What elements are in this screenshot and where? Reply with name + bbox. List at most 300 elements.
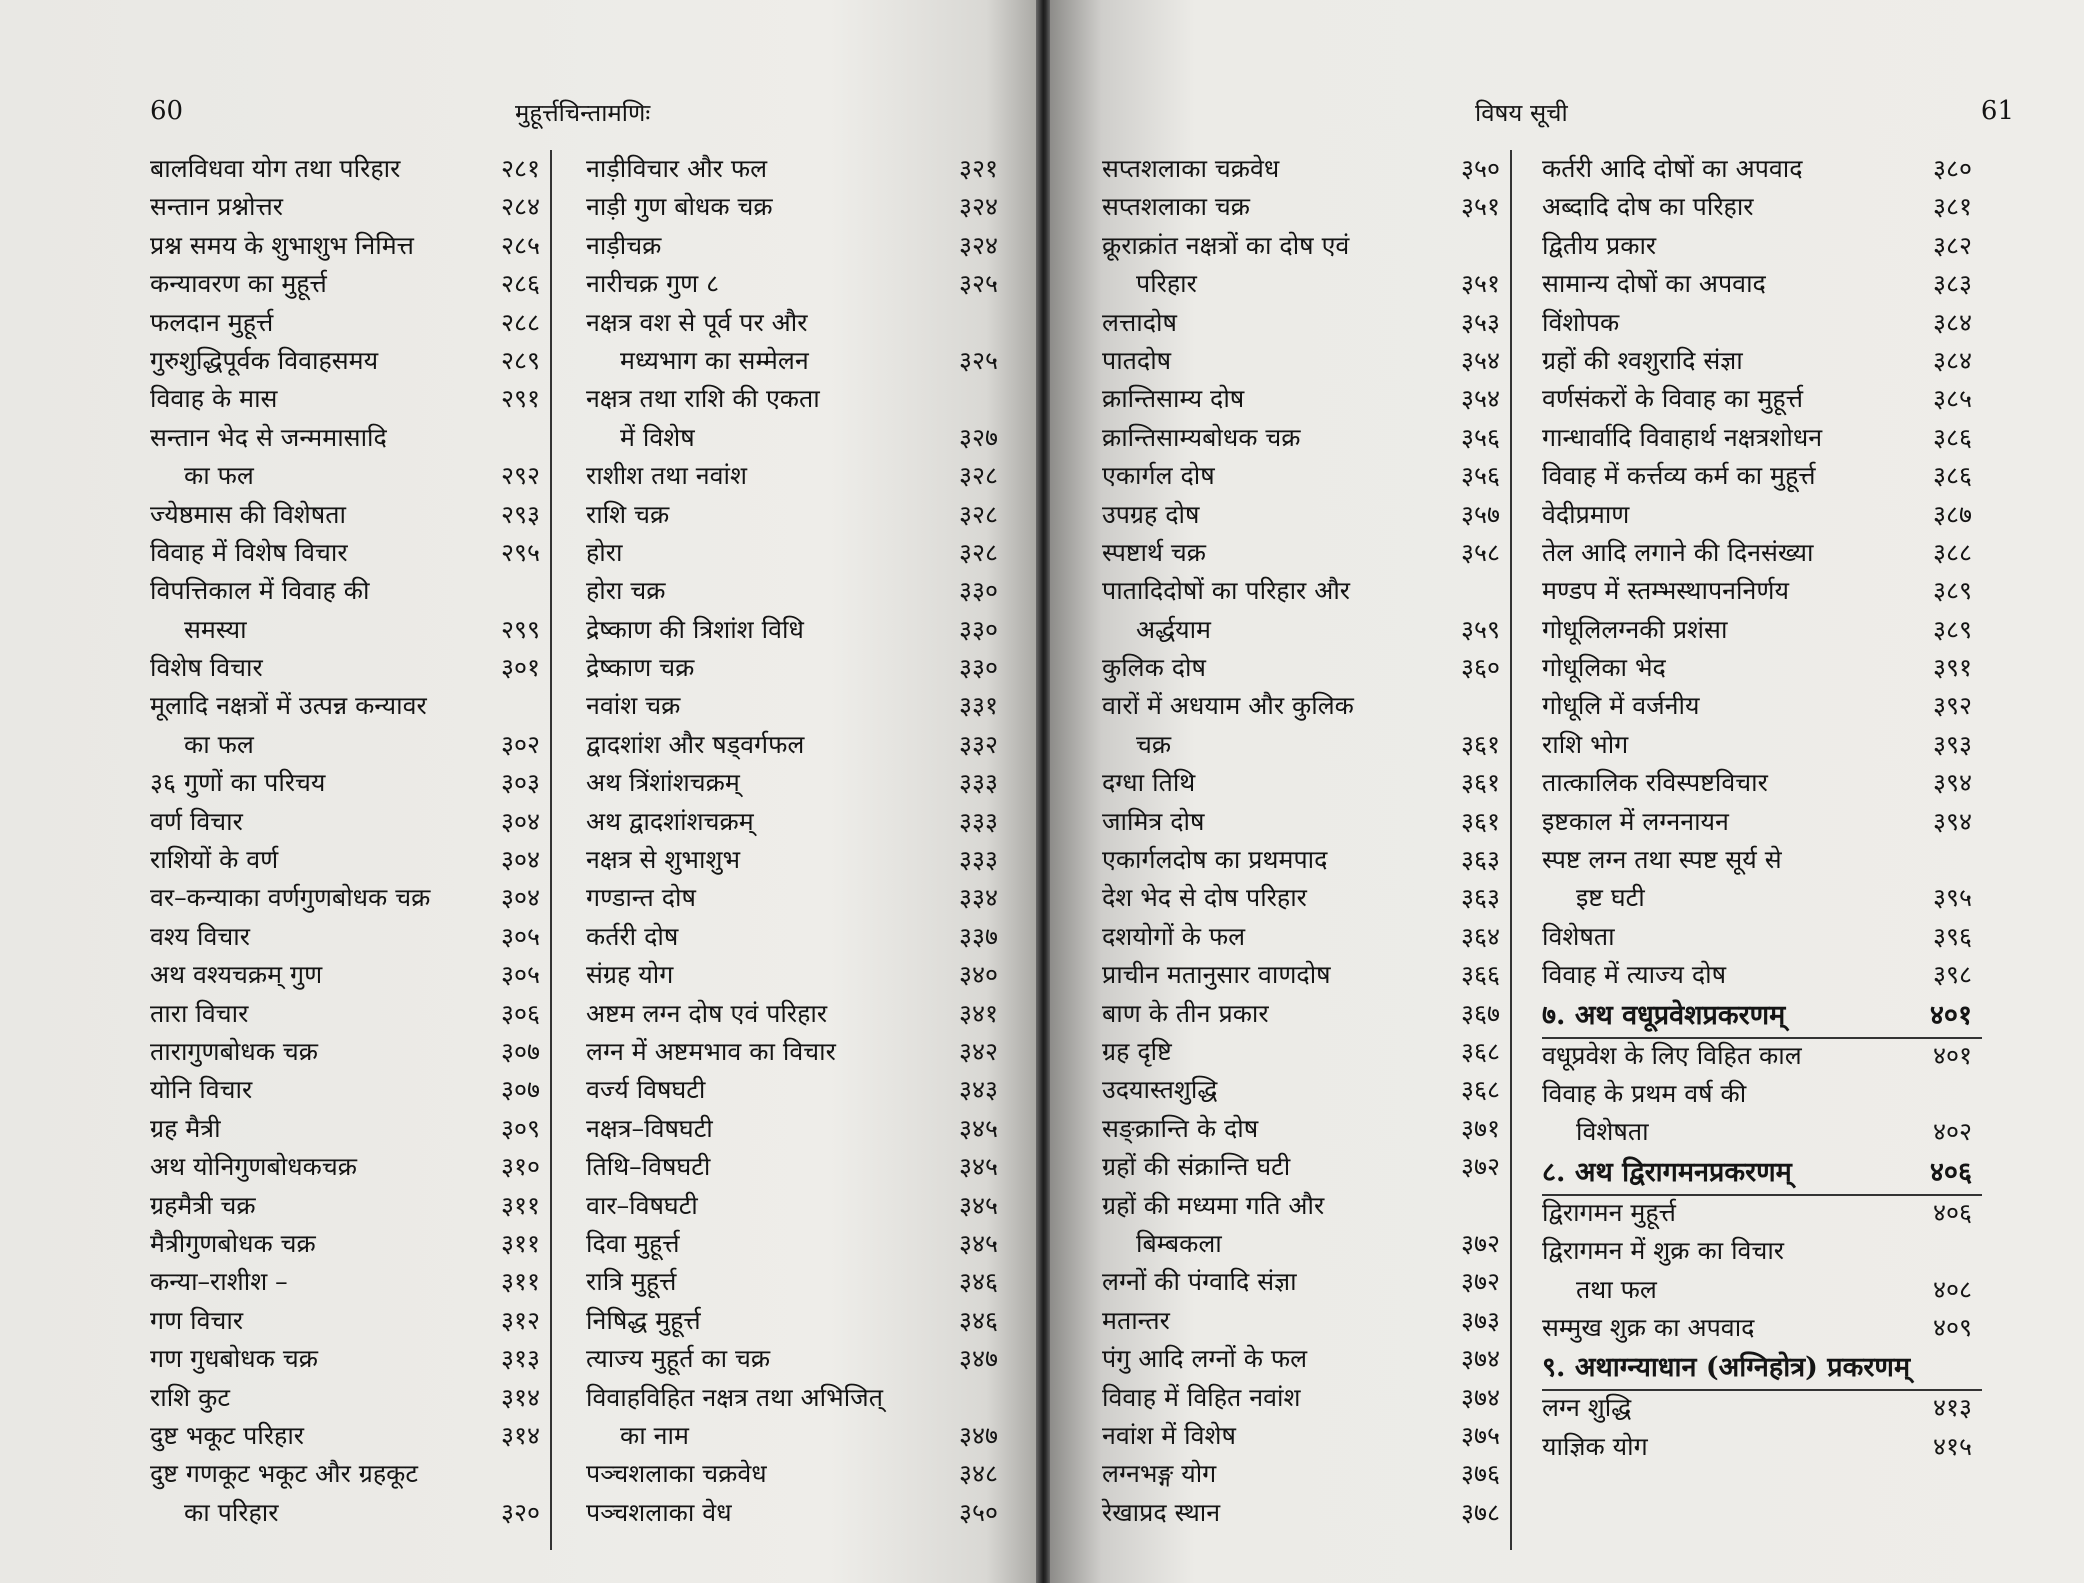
toc-entry-title: दिवा मुहूर्त्त [586,1228,680,1258]
toc-entry-page: ३४५ [958,1152,998,1182]
toc-entry-page: ३०९ [500,1113,540,1143]
toc-entry [1102,1263,1510,1301]
toc-entry [1542,265,1982,303]
toc-entry [1542,764,1982,802]
toc-entry-page: ३६४ [1460,921,1500,951]
toc-entry [150,342,550,380]
toc-entry-page: ३६८ [1460,1075,1500,1105]
toc-entry-page: ३५९ [1460,614,1500,644]
toc-entry-page: ३३७ [958,921,998,951]
toc-entry-title: विवाह में कर्त्तव्य कर्म का मुहूर्त्त [1542,461,1816,491]
toc-entry-title: सन्तान प्रश्नोत्तर [150,192,284,222]
toc-entry-page: ३३३ [958,768,998,798]
toc-entry-title: बिम्बकला [1136,1228,1222,1258]
toc-entry [150,1071,550,1109]
toc-entry-page: ३९३ [1932,729,1972,759]
toc-entry-page: २९३ [500,499,540,529]
toc-entry [1102,956,1510,994]
toc-entry [586,611,1008,649]
toc-entry-page: २८६ [500,269,540,299]
toc-entry [586,304,1008,342]
toc-entry [586,956,1008,994]
toc-entry-title: विपत्तिकाल में विवाह की [150,576,370,606]
toc-entry-title: द्रेष्काण की त्रिशांश विधि [586,614,804,644]
toc-entry-page: ३६० [1460,653,1500,683]
toc-entry-title: का नाम [620,1420,689,1450]
toc-entry [586,1110,1008,1148]
toc-entry-title: ग्रह मैत्री [150,1113,221,1143]
toc-entry [586,342,1008,380]
toc-entry-page: ३३० [958,576,998,606]
toc-entry-page: ३५४ [1460,345,1500,375]
toc-entry-page: ३७६ [1460,1459,1500,1489]
toc-entry-page: ३९५ [1932,883,1972,913]
toc-entry-page: ३३३ [958,806,998,836]
toc-entry [150,457,550,495]
toc-entry-title: द्वितीय प्रकार [1542,230,1657,260]
toc-entry-title: उपग्रह दोष [1102,499,1200,529]
toc-entry [1542,572,1982,610]
toc-entry [586,726,1008,764]
toc-entry-title: मूलादि नक्षत्रों में उत्पन्न कन्यावर [150,691,427,721]
toc-entry [1102,1455,1510,1493]
toc-entry-title: लत्तादोष [1102,307,1177,337]
toc-entry-page: ३०२ [500,729,540,759]
toc-entry-page: ३११ [500,1190,540,1220]
toc-entry [1102,879,1510,917]
toc-column [1542,150,1982,1466]
toc-entry-title: पंगु आदि लग्नों के फल [1102,1344,1308,1374]
toc-entry [586,841,1008,879]
toc-entry [586,419,1008,457]
toc-entry-title: का फल [184,729,254,759]
toc-entry [1542,496,1982,534]
toc-entry [586,649,1008,687]
toc-entry-title: ग्रहमैत्री चक्र [150,1190,256,1220]
toc-entry-page: ३९२ [1932,691,1972,721]
toc-entry-page: ३८७ [1932,499,1972,529]
toc-entry-page: ३२५ [958,345,998,375]
toc-entry [1102,918,1510,956]
toc-entry-page: ३१२ [500,1305,540,1335]
toc-entry-title: कुलिक दोष [1102,653,1206,683]
toc-entry [586,918,1008,956]
toc-entry [1542,1271,1982,1309]
toc-entry-page: ३३० [958,653,998,683]
toc-section-heading [1542,1152,1982,1194]
toc-entry-title: पञ्चशलाका वेध [586,1497,732,1527]
toc-entry-title: विवाह के मास [150,384,278,414]
toc-entry-title: रात्रि मुहूर्त्त [586,1267,677,1297]
toc-entry [150,764,550,802]
toc-entry-title: राशि कुट [150,1382,230,1412]
toc-entry-title: इष्टकाल में लग्ननायन [1542,806,1729,836]
toc-entry-page: ३६३ [1460,845,1500,875]
toc-entry-page: ३७२ [1460,1152,1500,1182]
toc-entry [150,419,550,457]
toc-entry-page: ३३२ [958,729,998,759]
toc-entry [1102,1110,1510,1148]
toc-entry-title: नवांश में विशेष [1102,1420,1236,1450]
toc-entry-title: का फल [184,461,254,491]
toc-entry-title: उदयास्तशुद्धि [1102,1075,1218,1105]
toc-entry [1542,611,1982,649]
toc-entry-title: वेदीप्रमाण [1542,499,1630,529]
toc-entry-title: नाड़ीविचार और फल [586,154,768,183]
toc-entry [586,227,1008,265]
toc-entry-page: ३७४ [1460,1382,1500,1412]
toc-entry-title: विशेषता [1542,921,1615,951]
toc-entry-title: राशीश तथा नवांश [586,461,748,491]
toc-entry [586,534,1008,572]
toc-entry-title: ९. अथाग्न्याधान (अग्निहोत्र) प्रकरणम् [1542,1352,1911,1384]
toc-entry [586,496,1008,534]
toc-entry-title: दग्धा तिथि [1102,768,1196,798]
toc-entry [1102,1148,1510,1186]
toc-entry [586,1071,1008,1109]
toc-entry-page: ३०४ [500,806,540,836]
toc-entry [586,1455,1008,1493]
toc-entry-page: ३१४ [500,1382,540,1412]
toc-entry-title: लग्न शुद्धि [1542,1393,1632,1423]
toc-entry-title: वर्णसंकरों के विवाह का मुहूर्त्त [1542,384,1803,414]
toc-entry-page: ३२७ [958,422,998,452]
toc-entry [1542,380,1982,418]
page-number: 60 [150,96,184,126]
toc-entry [1102,1302,1510,1340]
toc-entry [1542,304,1982,342]
toc-entry-title: अर्द्धयाम [1136,614,1212,644]
toc-entry-title: तारागुणबोधक चक्र [150,1036,318,1066]
toc-entry-page: ३५७ [1460,499,1500,529]
toc-entry [586,1379,1008,1417]
toc-entry [586,572,1008,610]
toc-entry-title: तिथि–विषघटी [586,1152,711,1182]
toc-entry-title: द्रेष्काण चक्र [586,653,695,683]
toc-entry [1542,803,1982,841]
toc-entry-page: ३८८ [1932,537,1972,567]
toc-entry [586,1494,1008,1532]
toc-entry [1102,995,1510,1033]
right-page [1050,0,2084,1583]
toc-entry-page: ३२८ [958,499,998,529]
toc-entry [1542,1428,1982,1466]
toc-entry [586,380,1008,418]
toc-entry-title: तथा फल [1576,1274,1657,1304]
toc-entry-page: ३५३ [1460,307,1500,337]
toc-entry-page: ३६१ [1460,729,1500,759]
toc-entry-title: योनि विचार [150,1075,253,1105]
toc-entry-title: अष्टम लग्न दोष एवं परिहार [586,998,828,1028]
toc-entry [150,1417,550,1455]
toc-entry-page: २८४ [500,192,540,222]
toc-entry [586,687,1008,725]
toc-entry-page: ३४८ [958,1459,998,1489]
toc-entry-page: ४१५ [1932,1431,1972,1461]
toc-entry-page: ३८२ [1932,230,1972,260]
toc-entry [150,1302,550,1340]
toc-entry [1102,380,1510,418]
toc-entry-title: गुरुशुद्धिपूर्वक विवाहसमय [150,345,379,375]
toc-entry [586,879,1008,917]
left-page [0,0,1038,1583]
toc-entry-page: २८९ [500,345,540,375]
toc-entry [1102,1494,1510,1532]
toc-entry-title: गोधूलिका भेद [1542,653,1666,683]
toc-entry-page: ३७२ [1460,1228,1500,1258]
toc-entry-title: ७. अथ वधूप्रवेशप्रकरणम् [1542,999,1786,1031]
toc-entry [586,1417,1008,1455]
toc-entry [150,649,550,687]
toc-entry [586,995,1008,1033]
toc-entry [1102,572,1510,610]
toc-entry [586,150,1008,188]
toc-entry-page: ३४१ [958,998,998,1028]
toc-entry-page: ३४७ [958,1420,998,1450]
toc-entry-title: रेखाप्रद स्थान [1102,1497,1221,1527]
toc-entry-title: नक्षत्र वश से पूर्व पर और [586,307,808,337]
toc-entry [150,726,550,764]
toc-entry-title: नाड़ी गुण बोधक चक्र [586,192,773,222]
toc-entry-page: ३४७ [958,1344,998,1374]
toc-entry-title: गण्डान्त दोष [586,883,696,913]
toc-entry-title: देश भेद से दोष परिहार [1102,883,1307,913]
toc-entry [150,1110,550,1148]
toc-entry-page: २८८ [500,307,540,337]
toc-entry [1102,764,1510,802]
toc-entry-page: ३२१ [958,154,998,183]
toc-entry-page: ३२० [500,1497,540,1527]
toc-entry-page: ३८१ [1932,192,1972,222]
toc-entry-title: नक्षत्र–विषघटी [586,1113,713,1143]
toc-entry-page: ३६१ [1460,768,1500,798]
toc-entry-title: पातादिदोषों का परिहार और [1102,576,1351,606]
toc-entry [1542,342,1982,380]
toc-entry [150,150,550,188]
toc-entry-title: मैत्रीगुणबोधक चक्र [150,1228,316,1258]
toc-entry [586,188,1008,226]
toc-entry-title: गान्धार्वादि विवाहार्थ नक्षत्रशोधन [1542,422,1823,452]
toc-entry-page: २८१ [500,154,540,183]
toc-entry-page: ३५० [1460,154,1500,183]
toc-entry-title: निषिद्ध मुहूर्त्त [586,1305,701,1335]
toc-entry-title: वारों में अधयाम और कुलिक [1102,691,1354,721]
toc-entry-title: अथ त्रिंशांशचक्रम् [586,768,740,798]
toc-entry-page: ३७२ [1460,1267,1500,1297]
toc-entry-title: क्रूराक्रांत नक्षत्रों का दोष एवं [1102,230,1350,260]
toc-entry [586,1263,1008,1301]
toc-entry-page: ३९१ [1932,653,1972,683]
toc-entry-title: नारीचक्र गुण ८ [586,269,720,299]
toc-entry-page: ३५१ [1460,269,1500,299]
toc-entry-title: त्याज्य मुहूर्त का चक्र [586,1344,771,1374]
toc-entry [1102,150,1510,188]
toc-entry-title: कन्या–राशीश – [150,1267,288,1297]
toc-entry [586,1033,1008,1071]
toc-entry-title: प्रश्न समय के शुभाशुभ निमित्त [150,230,414,260]
toc-entry-title: ग्रह दृष्टि [1102,1036,1172,1066]
toc-entry-title: सम्मुख शुक्र का अपवाद [1542,1312,1755,1342]
toc-entry-title: नक्षत्र तथा राशि की एकता [586,384,820,414]
toc-entry-title: विशेष विचार [150,653,263,683]
toc-entry [150,1033,550,1071]
toc-entry [150,1494,550,1532]
toc-entry-page: ३७८ [1460,1497,1500,1527]
toc-entry-page: ३४२ [958,1036,998,1066]
toc-entry-title: लग्नभङ्ग योग [1102,1459,1217,1489]
toc-entry-title: दुष्ट गणकूट भकूट और ग्रहकूट [150,1459,418,1489]
toc-entry [150,380,550,418]
toc-entry-page: ३१० [500,1152,540,1182]
toc-column [1102,150,1512,1550]
toc-entry [150,995,550,1033]
toc-entry-title: जामित्र दोष [1102,806,1205,836]
toc-entry-title: गण गुधबोधक चक्र [150,1344,318,1374]
toc-entry-page: ३९४ [1932,768,1972,798]
toc-entry [150,265,550,303]
toc-entry [586,1187,1008,1225]
toc-entry [150,879,550,917]
toc-entry-page: २९२ [500,461,540,491]
toc-entry [1542,1113,1982,1151]
toc-entry [1102,1071,1510,1109]
toc-entry-title: सङ्क्रान्ति के दोष [1102,1113,1259,1143]
toc-entry-title: बालविधवा योग तथा परिहार [150,154,401,183]
toc-entry-title: ८. अथ द्विरागमनप्रकरणम् [1542,1156,1792,1188]
toc-entry [1102,227,1510,265]
toc-entry [150,572,550,610]
toc-entry-title: ३६ गुणों का परिचय [150,768,326,798]
toc-entry-page: ३७५ [1460,1420,1500,1450]
toc-entry-title: अथ वश्यचक्रम् गुण [150,960,323,990]
toc-entry-title: क्रान्तिसाम्यबोधक चक्र [1102,422,1301,452]
toc-entry [150,687,550,725]
toc-entry-title: परिहार [1136,269,1197,299]
toc-entry [150,304,550,342]
toc-entry [150,918,550,956]
toc-entry [586,457,1008,495]
toc-entry-page: ३८६ [1932,461,1972,491]
toc-entry-page: २८५ [500,230,540,260]
toc-entry-title: वर्ज्य विषघटी [586,1075,706,1105]
toc-entry [1542,918,1982,956]
toc-entry-page: ३०४ [500,845,540,875]
toc-entry-page: ३७१ [1460,1113,1500,1143]
toc-entry-title: क्रान्तिसाम्य दोष [1102,384,1245,414]
toc-entry [1542,188,1982,226]
toc-section-heading [1542,1347,1982,1389]
toc-entry-page: ३०१ [500,653,540,683]
toc-entry [150,1340,550,1378]
toc-entry-page: ३१३ [500,1344,540,1374]
toc-entry-title: वार–विषघटी [586,1190,698,1220]
toc-entry [150,1148,550,1186]
toc-entry-page: ३६६ [1460,960,1500,990]
toc-entry-title: राशियों के वर्ण [150,845,279,875]
toc-entry-page: ३५० [958,1497,998,1527]
toc-entry-page: ३८० [1932,154,1972,183]
toc-entry [1542,1309,1982,1347]
toc-entry-title: होरा चक्र [586,576,666,606]
toc-entry-page: ३७३ [1460,1305,1500,1335]
toc-entry-title: राशि भोग [1542,729,1629,759]
toc-entry [1102,1417,1510,1455]
toc-entry-page: ३८३ [1932,269,1972,299]
toc-entry [1102,496,1510,534]
toc-section-heading [1542,995,1982,1037]
toc-entry [1102,265,1510,303]
toc-entry-page: ३४५ [958,1190,998,1220]
toc-entry-title: विवाह के प्रथम वर्ष की [1542,1078,1747,1108]
toc-entry-title: अथ द्वादशांशचक्रम् [586,806,754,836]
toc-entry [150,1187,550,1225]
toc-entry [1542,1075,1982,1113]
toc-entry-page: ३२५ [958,269,998,299]
toc-entry-page: ३११ [500,1228,540,1258]
toc-entry-title: विवाहविहित नक्षत्र तथा अभिजित् [586,1382,883,1412]
toc-entry-title: संग्रह योग [586,960,674,990]
toc-entry [1102,457,1510,495]
toc-column [586,150,1008,1532]
toc-entry-page: २९९ [500,614,540,644]
toc-entry-page: ३४६ [958,1305,998,1335]
toc-entry-title: फलदान मुहूर्त्त [150,307,274,337]
toc-entry-page: ३८९ [1932,576,1972,606]
toc-entry [1542,150,1982,188]
toc-entry-page: २९५ [500,537,540,567]
toc-entry-page: ३३३ [958,845,998,875]
toc-entry-title: सन्तान भेद से जन्ममासादि [150,422,387,452]
toc-entry-title: द्वादशांश और षड्वर्गफल [586,729,805,759]
toc-entry-title: होरा [586,537,623,567]
toc-entry-title: तारा विचार [150,998,249,1028]
toc-entry [1102,419,1510,457]
toc-entry-title: एकार्गल दोष [1102,461,1215,491]
toc-entry-title: विवाह में विहित नवांश [1102,1382,1301,1412]
toc-entry-title: लग्नों की पंग्वादि संज्ञा [1102,1267,1297,1297]
toc-entry [150,534,550,572]
toc-entry-page: ३८६ [1932,422,1972,452]
toc-entry [1542,227,1982,265]
toc-entry-page: ३५१ [1460,192,1500,222]
toc-entry-page: ३८९ [1932,614,1972,644]
toc-entry-page: ३३४ [958,883,998,913]
toc-entry-title: दशयोगों के फल [1102,921,1246,951]
toc-entry-page: ३६३ [1460,883,1500,913]
toc-entry-title: गोधूलिलग्नकी प्रशंसा [1542,614,1728,644]
toc-entry [1542,1232,1982,1270]
toc-entry [150,188,550,226]
toc-entry-page: ३४३ [958,1075,998,1105]
toc-entry-title: विंशोपक [1542,307,1620,337]
toc-entry [1542,687,1982,725]
toc-entry-page: ४०२ [1932,1117,1972,1147]
toc-entry [1102,534,1510,572]
toc-entry [150,956,550,994]
toc-column [150,150,552,1550]
toc-entry-title: ग्रहों की मध्यमा गति और [1102,1190,1325,1220]
toc-entry-title: वधूप्रवेश के लिए विहित काल [1542,1040,1802,1070]
toc-entry-page: ३०७ [500,1075,540,1105]
toc-entry-page: ४०६ [1929,1156,1972,1188]
toc-entry-page: ३०५ [500,960,540,990]
toc-entry-page: ३२४ [958,192,998,222]
toc-entry [1102,1187,1510,1225]
toc-entry-title: वश्य विचार [150,921,250,951]
toc-entry [1542,1037,1982,1075]
toc-entry [1542,1389,1982,1427]
toc-entry-page: ३०६ [500,998,540,1028]
